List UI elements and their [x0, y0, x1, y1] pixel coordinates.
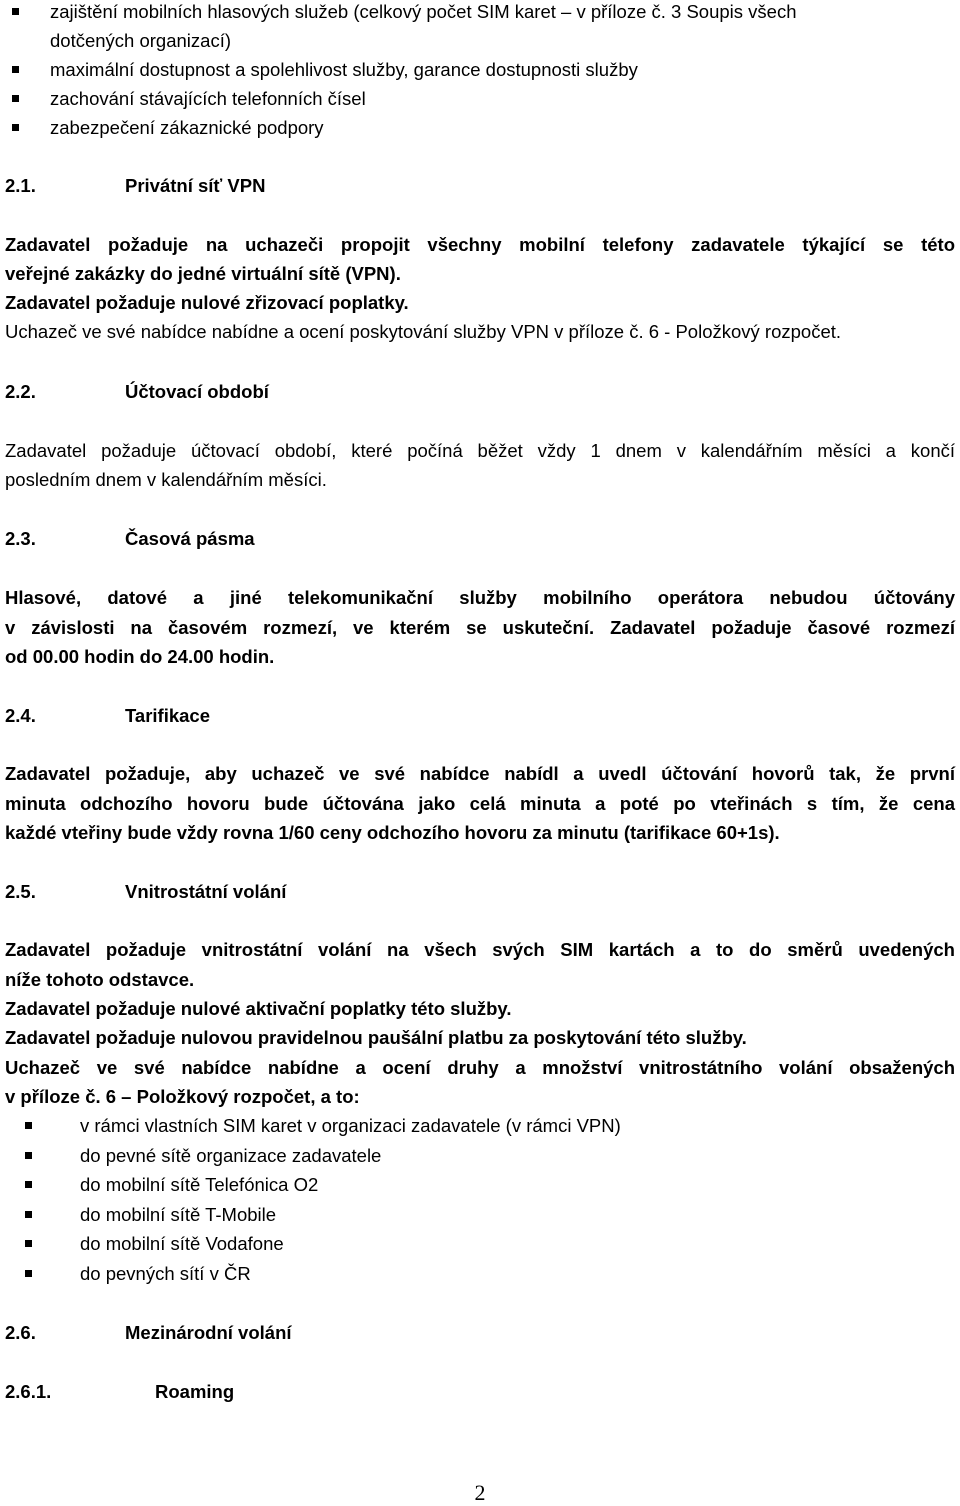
paragraph-line: Zadavatel požaduje nulové aktivační poplatky této služby. — [5, 998, 512, 1019]
paragraph-line: veřejné zakázky do jedné virtuální sítě (VPN). — [5, 263, 401, 284]
section-title: Časová pásma — [125, 528, 255, 549]
section-number: 2.6.1. — [5, 1381, 52, 1402]
bullet-text: zabezpečení zákaznické podpory — [50, 117, 324, 138]
section-number: 2.6. — [5, 1322, 36, 1343]
bullet-text: do mobilní sítě Vodafone — [80, 1233, 284, 1254]
bullet-square-icon — [12, 66, 19, 73]
page-number: 2 — [474, 1480, 486, 1505]
section-title: Roaming — [155, 1381, 235, 1402]
bullet-square-icon — [25, 1122, 32, 1129]
paragraph-line: Uchazeč ve své nabídce nabídne a ocení poskytování služby VPN v příloze č. 6 - Položkový rozpočet. — [5, 321, 842, 342]
bullet-text: do mobilní sítě Telefónica O2 — [80, 1174, 319, 1195]
section-number: 2.4. — [5, 705, 36, 726]
section-title: Mezinárodní volání — [125, 1322, 292, 1343]
paragraph-line: Zadavatel požaduje na uchazeči propojit všechny mobilní telefony zadavatele týkající se této — [5, 234, 955, 255]
bullet-text: do mobilní sítě T-Mobile — [80, 1204, 277, 1225]
section-title: Privátní síť VPN — [125, 175, 266, 196]
section-number: 2.5. — [5, 881, 36, 902]
paragraph-line: každé vteřiny bude vždy rovna 1/60 ceny odchozího hovoru za minutu (tarifikace 60+1s). — [5, 822, 780, 843]
bullet-square-icon — [12, 95, 19, 102]
section-number: 2.3. — [5, 528, 36, 549]
section-title: Vnitrostátní volání — [125, 881, 287, 902]
bullet-text: v rámci vlastních SIM karet v organizaci zadavatele (v rámci VPN) — [80, 1115, 621, 1136]
paragraph-line: níže tohoto odstavce. — [5, 969, 195, 990]
paragraph-line: minuta odchozího hovoru bude účtována jako celá minuta a poté po vteřinách s tím, že cena — [5, 793, 955, 814]
paragraph-line: v závislosti na časovém rozmezí, ve kterém se uskuteční. Zadavatel požaduje časové rozmezí — [5, 617, 955, 638]
bullet-text: maximální dostupnost a spolehlivost služby, garance dostupnosti služby — [50, 59, 638, 80]
bullet-text: do pevných sítí v ČR — [80, 1263, 251, 1284]
paragraph-line: posledním dnem v kalendářním měsíci. — [5, 469, 327, 490]
bullet-square-icon — [25, 1152, 32, 1159]
paragraph-line: Zadavatel požaduje nulovou pravidelnou paušální platbu za poskytování této služby. — [5, 1027, 747, 1048]
bullet-text: zajištění mobilních hlasových služeb (celkový počet SIM karet – v příloze č. 3 Soupis všech — [50, 1, 797, 22]
bullet-square-icon — [25, 1270, 32, 1277]
section-number: 2.1. — [5, 175, 36, 196]
section-title: Tarifikace — [125, 705, 211, 726]
bullet-continuation: dotčených organizací) — [50, 30, 231, 51]
bullet-square-icon — [12, 124, 19, 131]
paragraph-line: Zadavatel požaduje vnitrostátní volání na všech svých SIM kartách a to do směrů uvedených — [5, 939, 955, 960]
paragraph-line: od 00.00 hodin do 24.00 hodin. — [5, 646, 275, 667]
bullet-square-icon — [12, 8, 19, 15]
paragraph-line: v příloze č. 6 – Položkový rozpočet, a to: — [5, 1086, 360, 1107]
paragraph-line: Uchazeč ve své nabídce nabídne a ocení druhy a množství vnitrostátního volání obsažených — [5, 1057, 955, 1078]
section-number: 2.2. — [5, 381, 36, 402]
paragraph-line: Zadavatel požaduje nulové zřizovací poplatky. — [5, 292, 409, 313]
bullet-text: do pevné sítě organizace zadavatele — [80, 1145, 382, 1166]
paragraph-line: Hlasové, datové a jiné telekomunikační služby mobilního operátora nebudou účtovány — [5, 587, 955, 608]
bullet-square-icon — [25, 1211, 32, 1218]
paragraph-line: Zadavatel požaduje účtovací období, které počíná běžet vždy 1 dnem v kalendářním měsíci a končí — [5, 440, 955, 461]
bullet-text: zachování stávajících telefonních čísel — [50, 88, 366, 109]
paragraph-line: Zadavatel požaduje, aby uchazeč ve své nabídce nabídl a uvedl účtování hovorů tak, že první — [5, 763, 955, 784]
bullet-square-icon — [25, 1240, 32, 1247]
section-title: Účtovací období — [125, 381, 269, 402]
bullet-square-icon — [25, 1181, 32, 1188]
